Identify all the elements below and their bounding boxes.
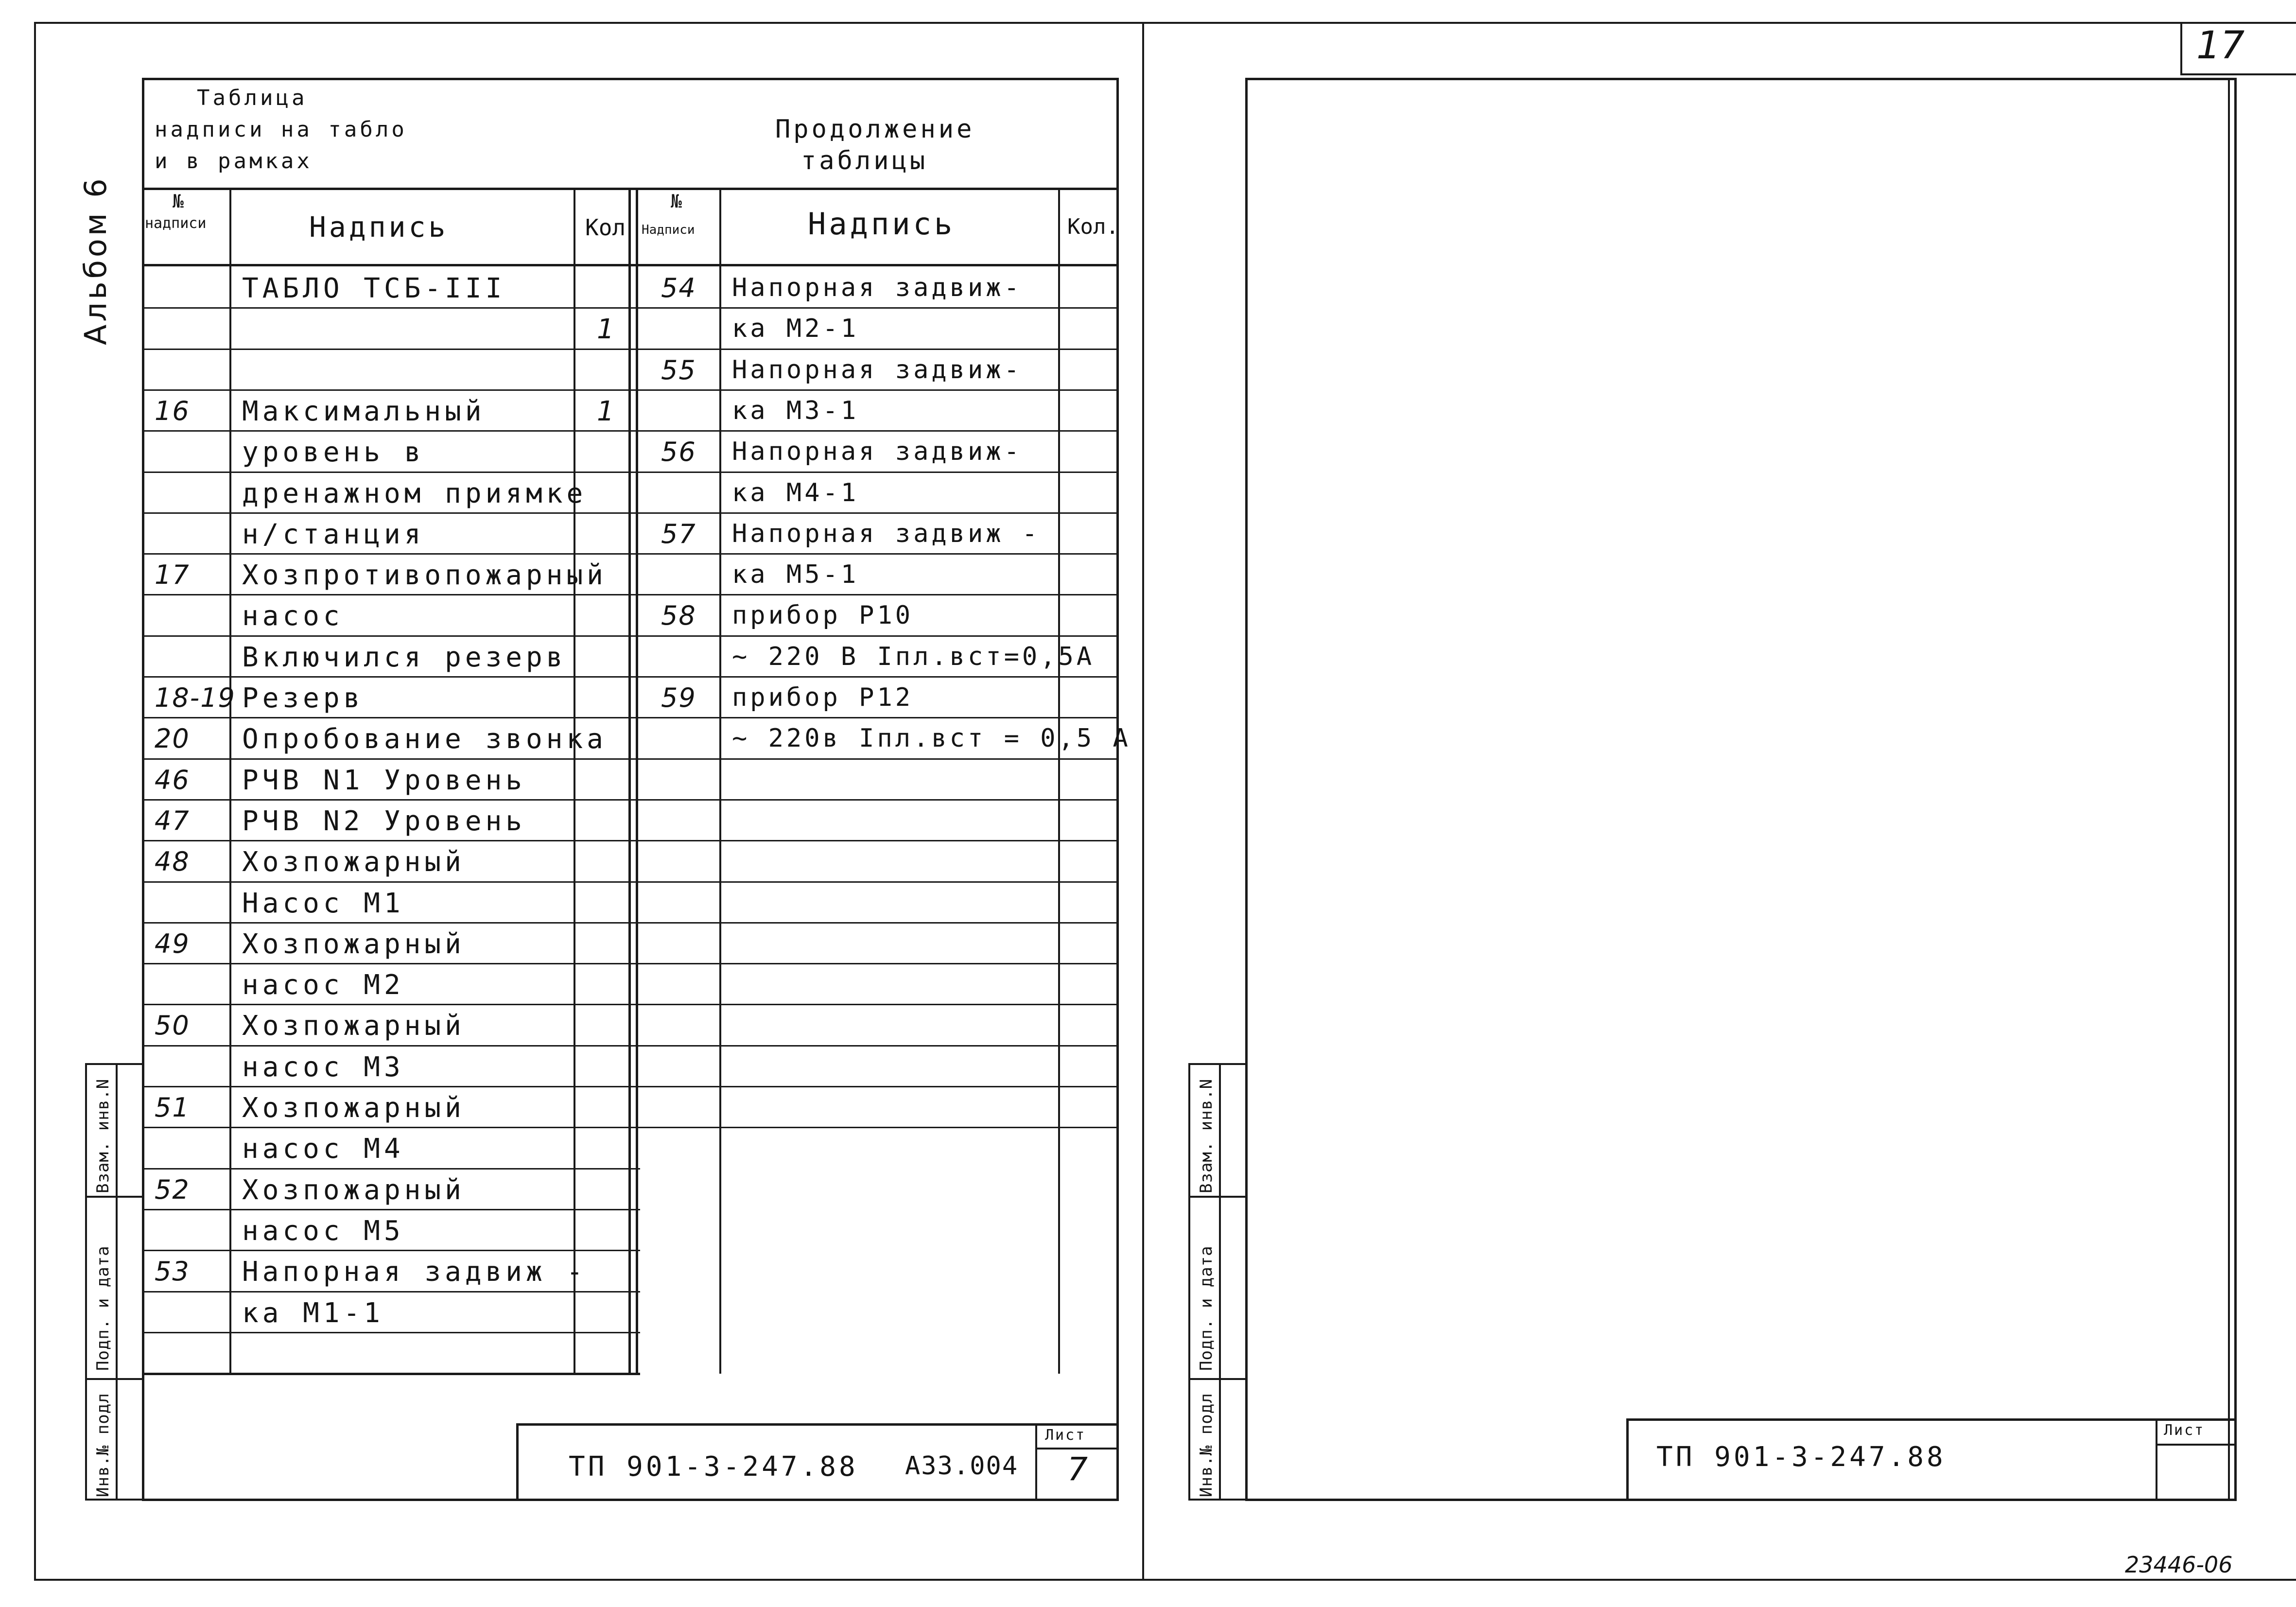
t1-row-text: Хозпожарный bbox=[242, 846, 465, 878]
t1-row-text: Опробование звонка bbox=[242, 723, 607, 755]
table-title-line3: и в рамках bbox=[155, 149, 313, 174]
t2-row-line bbox=[636, 963, 1119, 964]
t2-col-sep-1 bbox=[719, 188, 721, 1374]
col2-header-qty: Кол. bbox=[1067, 214, 1119, 239]
t1-row-text: Резерв bbox=[242, 682, 364, 714]
t2-row-text: ка М4-1 bbox=[732, 478, 859, 507]
t1-row-text: насос bbox=[242, 600, 344, 632]
t2-row-text: Напорная задвиж- bbox=[732, 437, 1022, 466]
t2-row-number: 57 bbox=[661, 519, 696, 549]
continuation-title-line1: Продолжение bbox=[775, 115, 975, 144]
t2-left-border bbox=[636, 188, 638, 1374]
t1-row-line bbox=[142, 1086, 640, 1087]
t1-row-line bbox=[142, 635, 640, 637]
stamp-inv-podl: Инв.№ подл bbox=[93, 1393, 113, 1497]
t1-row-text: Хозпожарный bbox=[242, 1010, 465, 1042]
t2-row-number: 54 bbox=[661, 273, 696, 303]
t1-row-line bbox=[142, 1045, 640, 1047]
t2-row-line bbox=[636, 594, 1119, 595]
t2-row-line bbox=[636, 1045, 1119, 1047]
t1-row-text: Хозпожарный bbox=[242, 928, 465, 960]
t2-row-line bbox=[636, 349, 1119, 350]
t1-row-line bbox=[142, 1004, 640, 1005]
col-header-number-line1: № bbox=[173, 191, 184, 212]
t1-row-line bbox=[142, 1168, 640, 1170]
right-frame bbox=[1245, 78, 2237, 1501]
t1-row-text: РЧВ N2 Уровень bbox=[242, 805, 526, 837]
right-stamp-sep2 bbox=[1188, 1378, 1248, 1380]
t1-row-text: насос М5 bbox=[242, 1215, 404, 1247]
sheet-code: А33.004 bbox=[905, 1451, 1019, 1481]
t1-row-text: Включился резерв bbox=[242, 642, 567, 673]
right-sheet-label: Лист bbox=[2164, 1422, 2205, 1439]
t1-col-sep-3 bbox=[628, 188, 631, 1374]
t2-row-line bbox=[636, 799, 1119, 801]
t2-row-line bbox=[636, 840, 1119, 841]
t2-row-text: прибор Р12 bbox=[732, 683, 914, 712]
t1-row-line bbox=[142, 922, 640, 924]
t2-row-number: 58 bbox=[661, 600, 696, 631]
t1-row-text: Насос М1 bbox=[242, 888, 404, 919]
left-stamp-sheet-line bbox=[1035, 1448, 1119, 1450]
col-header-text: Надпись bbox=[309, 210, 449, 244]
t1-row-number: 18-19 bbox=[155, 682, 236, 713]
t1-row-line bbox=[142, 1250, 640, 1251]
t1-row-line bbox=[142, 1332, 640, 1333]
t2-row-line bbox=[636, 881, 1119, 883]
continuation-title-line2: таблицы bbox=[801, 146, 928, 175]
t1-row-number: 53 bbox=[155, 1256, 190, 1287]
t1-row-number: 47 bbox=[155, 805, 190, 836]
t1-row-number: 46 bbox=[155, 765, 190, 795]
table-title-line2: надписи на табло bbox=[155, 117, 407, 142]
t1-row-line bbox=[142, 1209, 640, 1210]
table1-header-bottom bbox=[142, 264, 640, 266]
t1-row-line bbox=[142, 963, 640, 964]
t1-row-text: насос М2 bbox=[242, 969, 404, 1001]
t1-row-line bbox=[142, 430, 640, 432]
t1-row-number: 51 bbox=[155, 1092, 190, 1123]
t1-row-line bbox=[142, 307, 640, 309]
left-stamp-sep2 bbox=[85, 1378, 144, 1380]
t1-row-text: ка М1-1 bbox=[242, 1297, 384, 1329]
t2-row-line bbox=[636, 512, 1119, 514]
right-stamp-sheet-line bbox=[2156, 1444, 2237, 1446]
t2-row-line bbox=[636, 676, 1119, 678]
archive-number: 23446-06 bbox=[2125, 1552, 2233, 1578]
t2-row-line bbox=[636, 1004, 1119, 1005]
t1-row-qty: 1 bbox=[597, 314, 618, 345]
t1-row-line bbox=[142, 389, 640, 391]
t1-row-text: РЧВ N1 Уровень bbox=[242, 765, 526, 796]
col2-header-number-line2: Надписи bbox=[642, 223, 695, 237]
t1-row-line bbox=[142, 594, 640, 595]
t1-row-text: ТАБЛО ТСБ-III bbox=[242, 273, 506, 304]
col-header-qty: Кол bbox=[585, 214, 626, 241]
t2-row-text: ~ 220в Iпл.вст = 0,5 А bbox=[732, 724, 1131, 753]
t1-row-line bbox=[142, 758, 640, 760]
t1-row-number: 20 bbox=[155, 723, 190, 754]
right-frame-inner-edge bbox=[2228, 78, 2230, 1501]
t1-row-number: 16 bbox=[155, 396, 190, 426]
left-stamp-sep1 bbox=[85, 1196, 144, 1198]
t1-row-line bbox=[142, 1291, 640, 1293]
t1-row-line bbox=[142, 553, 640, 555]
t2-row-line bbox=[636, 389, 1119, 391]
left-stamp-sheet-sep bbox=[1035, 1423, 1037, 1501]
t1-row-line bbox=[142, 512, 640, 514]
t1-row-number: 17 bbox=[155, 559, 190, 590]
right-stamp-inv-podl: Инв.№ подл bbox=[1197, 1393, 1216, 1497]
t1-row-line bbox=[142, 472, 640, 473]
t2-row-line bbox=[636, 1086, 1119, 1087]
t2-row-number: 55 bbox=[661, 355, 696, 385]
t1-row-number: 52 bbox=[155, 1174, 190, 1205]
sheet-label: Лист bbox=[1045, 1427, 1086, 1444]
doc-code: ТП 901-3-247.88 bbox=[569, 1451, 858, 1483]
t1-row-text: уровень в bbox=[242, 437, 425, 468]
t1-row-number: 48 bbox=[155, 846, 190, 877]
t1-row-line bbox=[142, 840, 640, 841]
t1-row-qty: 1 bbox=[597, 396, 618, 427]
right-stamp-sheet-sep bbox=[2156, 1418, 2157, 1501]
t1-row-text: дренажном приямке bbox=[242, 478, 587, 509]
t1-row-number: 50 bbox=[155, 1010, 190, 1041]
stamp-vzam-inv: Взам. инв.N bbox=[93, 1078, 113, 1193]
t2-row-line bbox=[636, 717, 1119, 718]
t2-row-text: ка М5-1 bbox=[732, 560, 859, 589]
t1-row-line bbox=[142, 349, 640, 350]
t2-row-line bbox=[636, 553, 1119, 555]
t1-row-line bbox=[142, 1373, 640, 1374]
table2-header-bottom bbox=[636, 264, 1119, 266]
t2-row-text: Напорная задвиж - bbox=[732, 519, 1041, 548]
table-title-line1: Таблица bbox=[197, 86, 308, 110]
col2-header-number-line1: № bbox=[671, 191, 682, 212]
t2-row-number: 59 bbox=[661, 682, 696, 713]
t1-row-text: н/станция bbox=[242, 519, 425, 550]
right-stamp-col bbox=[1219, 1063, 1221, 1501]
right-doc-code: ТП 901-3-247.88 bbox=[1656, 1441, 1946, 1473]
t2-row-number: 56 bbox=[661, 437, 696, 467]
t1-row-text: Хозпожарный bbox=[242, 1174, 465, 1206]
t2-row-text: ка М3-1 bbox=[732, 396, 859, 425]
col-header-number-line2: надписи bbox=[145, 215, 207, 232]
sheet-value: 7 bbox=[1067, 1450, 1088, 1488]
left-page bbox=[0, 0, 1147, 1607]
t1-row-text: насос М4 bbox=[242, 1133, 404, 1165]
t2-row-text: прибор Р10 bbox=[732, 601, 914, 630]
col2-header-text: Надпись bbox=[808, 206, 956, 242]
t1-row-line bbox=[142, 676, 640, 678]
right-page bbox=[1144, 0, 2296, 1607]
t2-row-line bbox=[636, 635, 1119, 637]
sheet-number: 17 bbox=[2196, 24, 2245, 68]
album-label: Альбом 6 bbox=[78, 175, 113, 345]
left-stamp-col bbox=[116, 1063, 118, 1501]
t2-row-line bbox=[636, 758, 1119, 760]
t2-row-line bbox=[636, 430, 1119, 432]
right-stamp-vzam-inv: Взам. инв.N bbox=[1197, 1078, 1216, 1193]
t1-row-line bbox=[142, 799, 640, 801]
t2-row-line bbox=[636, 1127, 1119, 1128]
t1-col-sep-2 bbox=[574, 188, 575, 1374]
t1-row-text: Максимальный bbox=[242, 396, 486, 427]
t1-row-text: насос М3 bbox=[242, 1051, 404, 1083]
right-stamp-sep1 bbox=[1188, 1196, 1248, 1198]
t1-row-line bbox=[142, 717, 640, 718]
t1-row-text: Хозпротивопожарный bbox=[242, 559, 607, 591]
t2-row-line bbox=[636, 922, 1119, 924]
t2-row-text: Напорная задвиж- bbox=[732, 273, 1022, 302]
t1-row-text: Хозпожарный bbox=[242, 1092, 465, 1124]
right-stamp-podp-data: Подп. и дата bbox=[1197, 1245, 1216, 1371]
t2-row-line bbox=[636, 307, 1119, 309]
t2-col-sep-2 bbox=[1058, 188, 1060, 1374]
stamp-podp-data: Подп. и дата bbox=[93, 1245, 113, 1371]
t1-col-sep-1 bbox=[229, 188, 231, 1374]
t2-row-text: ~ 220 В Iпл.вст=0,5А bbox=[732, 642, 1095, 671]
t1-row-line bbox=[142, 1127, 640, 1128]
t2-row-line bbox=[636, 472, 1119, 473]
t1-row-line bbox=[142, 881, 640, 883]
t1-row-number: 49 bbox=[155, 928, 190, 959]
t2-row-text: ка М2-1 bbox=[732, 314, 859, 343]
t1-row-text: Напорная задвиж - bbox=[242, 1256, 587, 1288]
t2-row-text: Напорная задвиж- bbox=[732, 355, 1022, 384]
